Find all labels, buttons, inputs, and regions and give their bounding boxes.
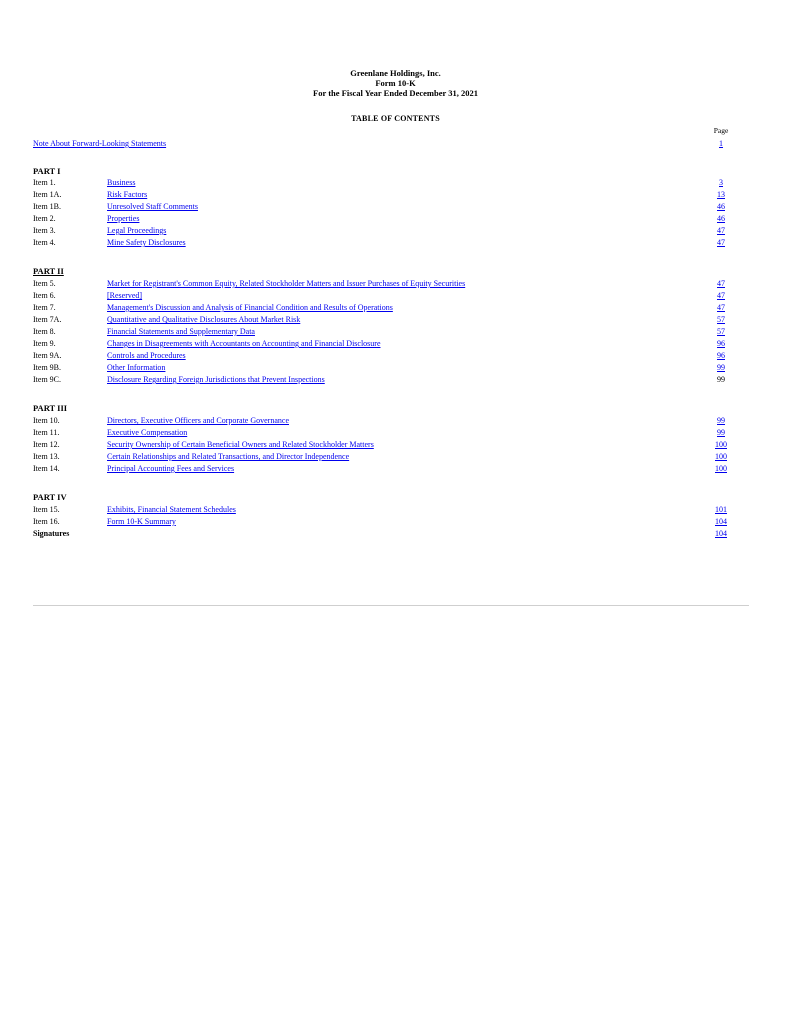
item-number: Item 9A. (33, 351, 62, 360)
toc-row (0, 338, 791, 350)
signatures-label: Signatures (33, 529, 70, 538)
toc-row-signatures (0, 528, 791, 540)
toc-row (0, 427, 791, 439)
item-title-link[interactable]: Legal Proceedings (107, 226, 167, 235)
item-page-link[interactable]: 100 (715, 440, 727, 449)
part-4-heading: PART IV (33, 492, 67, 502)
item-page-link[interactable]: 3 (719, 178, 723, 187)
item-page-link[interactable]: 101 (715, 505, 727, 514)
item-number: Item 8. (33, 327, 56, 336)
item-title-link[interactable]: Market for Registrant's Common Equity, Related Stockholder Matters and Issuer Purchases of Equity Securities (107, 279, 466, 288)
toc-row (0, 439, 791, 451)
toc-row (0, 302, 791, 314)
item-title-link[interactable]: Financial Statements and Supplementary Data (107, 327, 255, 336)
item-number: Item 1B. (33, 202, 61, 211)
toc-row (0, 350, 791, 362)
item-title-link[interactable]: Certain Relationships and Related Transactions, and Director Independence (107, 452, 350, 461)
item-page-link[interactable]: 96 (717, 351, 725, 360)
toc-row (0, 326, 791, 338)
item-page-link[interactable]: 100 (715, 452, 727, 461)
item-number: Item 7. (33, 303, 56, 312)
signatures-page-link[interactable]: 104 (715, 529, 727, 538)
item-number: Item 4. (33, 238, 56, 247)
part-3-heading: PART III (33, 403, 68, 413)
toc-row (0, 177, 791, 189)
item-page-link[interactable]: 99 (717, 416, 725, 425)
page-divider (33, 605, 749, 606)
toc-row (0, 189, 791, 201)
item-page-link[interactable]: 57 (717, 315, 725, 324)
form-type: Form 10-K (375, 78, 416, 88)
item-number: Item 14. (33, 464, 60, 473)
toc-row (0, 225, 791, 237)
item-page-link[interactable]: 47 (717, 303, 725, 312)
item-title-link[interactable]: [Reserved] (107, 291, 143, 300)
item-title-link[interactable]: Changes in Disagreements with Accountants on Accounting and Financial Disclosure (107, 339, 381, 348)
page-column-label: Page (713, 126, 729, 135)
toc-row (0, 213, 791, 225)
item-number: Item 16. (33, 517, 60, 526)
toc-row (0, 451, 791, 463)
part-2-heading[interactable]: PART II (33, 266, 64, 276)
item-number: Item 6. (33, 291, 56, 300)
item-title-link[interactable]: Controls and Procedures (107, 351, 186, 360)
item-number: Item 10. (33, 416, 60, 425)
item-page-link[interactable]: 13 (717, 190, 725, 199)
company-name: Greenlane Holdings, Inc. (350, 68, 441, 78)
item-page-link[interactable]: 99 (717, 363, 725, 372)
item-number: Item 5. (33, 279, 56, 288)
item-page-number: 99 (717, 375, 725, 384)
item-title-link[interactable]: Risk Factors (107, 190, 148, 199)
item-title-link[interactable]: Other Information (107, 363, 166, 372)
toc-row (0, 516, 791, 528)
item-page-link[interactable]: 47 (717, 238, 725, 247)
toc-row (0, 278, 791, 290)
item-number: Item 1. (33, 178, 56, 187)
forward-looking-page-link[interactable]: 1 (719, 139, 723, 148)
item-title-link[interactable]: Directors, Executive Officers and Corporate Governance (107, 416, 289, 425)
item-page-link[interactable]: 47 (717, 291, 725, 300)
item-number: Item 11. (33, 428, 60, 437)
item-number: Item 2. (33, 214, 56, 223)
item-number: Item 9B. (33, 363, 61, 372)
item-title-link[interactable]: Executive Compensation (107, 428, 188, 437)
item-page-link[interactable]: 99 (717, 428, 725, 437)
item-title-link[interactable]: Principal Accounting Fees and Services (107, 464, 235, 473)
toc-title: TABLE OF CONTENTS (351, 114, 440, 123)
item-title-link[interactable]: Quantitative and Qualitative Disclosures About Market Risk (107, 315, 301, 324)
item-page-link[interactable]: 46 (717, 202, 725, 211)
toc-row (0, 504, 791, 516)
item-page-link[interactable]: 47 (717, 279, 725, 288)
toc-row (0, 374, 791, 386)
item-number: Item 13. (33, 452, 60, 461)
item-title-link[interactable]: Disclosure Regarding Foreign Jurisdictions that Prevent Inspections (107, 375, 325, 384)
item-number: Item 3. (33, 226, 56, 235)
item-page-link[interactable]: 104 (715, 517, 727, 526)
item-page-link[interactable]: 100 (715, 464, 727, 473)
item-title-link[interactable]: Form 10-K Summary (107, 517, 176, 526)
item-page-link[interactable]: 57 (717, 327, 725, 336)
item-page-link[interactable]: 47 (717, 226, 725, 235)
part-1-heading: PART I (33, 166, 61, 176)
item-page-link[interactable]: 96 (717, 339, 725, 348)
item-number: Item 15. (33, 505, 60, 514)
toc-row (0, 314, 791, 326)
item-title-link[interactable]: Exhibits, Financial Statement Schedules (107, 505, 236, 514)
forward-looking-link[interactable]: Note About Forward-Looking Statements (33, 139, 167, 148)
item-title-link[interactable]: Management's Discussion and Analysis of Financial Condition and Results of Operations (107, 303, 393, 312)
item-number: Item 9. (33, 339, 56, 348)
fiscal-period: For the Fiscal Year Ended December 31, 2021 (313, 88, 478, 98)
toc-row (0, 237, 791, 249)
toc-row (0, 463, 791, 475)
item-page-link[interactable]: 46 (717, 214, 725, 223)
item-number: Item 7A. (33, 315, 62, 324)
toc-row (0, 201, 791, 213)
toc-row-forward-looking (0, 138, 791, 150)
item-number: Item 1A. (33, 190, 62, 199)
item-title-link[interactable]: Business (107, 178, 136, 187)
item-title-link[interactable]: Properties (107, 214, 140, 223)
item-title-link[interactable]: Unresolved Staff Comments (107, 202, 198, 211)
toc-row (0, 415, 791, 427)
toc-row (0, 362, 791, 374)
item-number: Item 9C. (33, 375, 61, 384)
item-title-link[interactable]: Security Ownership of Certain Beneficial Owners and Related Stockholder Matters (107, 440, 374, 449)
item-title-link[interactable]: Mine Safety Disclosures (107, 238, 186, 247)
toc-row (0, 290, 791, 302)
item-number: Item 12. (33, 440, 60, 449)
